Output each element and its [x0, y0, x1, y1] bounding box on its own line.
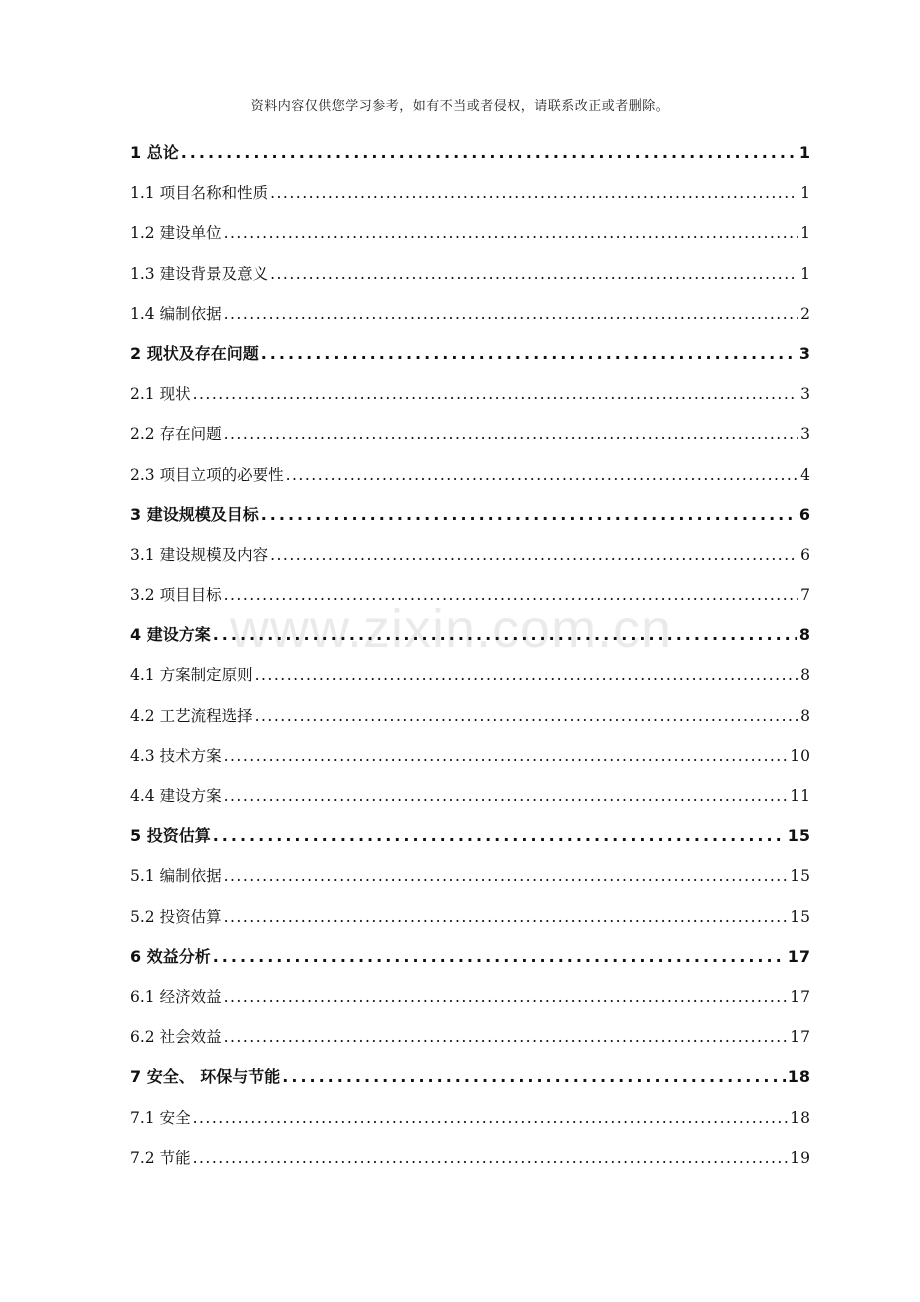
- toc-page-number: 11: [790, 787, 810, 805]
- toc-entry-title: 1.4 编制依据: [130, 304, 222, 323]
- toc-dot-leader: [193, 1138, 789, 1178]
- toc-dot-leader: [261, 495, 797, 535]
- toc-dot-leader: [213, 615, 797, 655]
- toc-entry-title: 4.4 建设方案: [130, 787, 222, 805]
- toc-page-number: 1: [800, 264, 810, 283]
- toc-dot-leader: [261, 334, 797, 374]
- toc-entry-title: 4.3 技术方案: [130, 746, 222, 765]
- toc-dot-leader: [224, 213, 799, 253]
- toc-section-entry[interactable]: [130, 977, 810, 1017]
- toc-dot-leader: [213, 937, 786, 977]
- toc-page-number: 4: [800, 465, 810, 484]
- toc-page-number: 17: [790, 1028, 810, 1047]
- toc-dot-leader: [224, 776, 789, 816]
- toc-section-entry[interactable]: [130, 1017, 810, 1057]
- toc-entry-title: 7.2 节能: [130, 1148, 191, 1167]
- toc-page-number: 15: [790, 907, 810, 926]
- toc-section-entry[interactable]: [130, 455, 810, 495]
- toc-dot-leader: [224, 294, 799, 334]
- toc-dot-leader: [224, 414, 799, 454]
- toc-chapter-entry[interactable]: [130, 615, 810, 655]
- toc-section-entry[interactable]: [130, 294, 810, 334]
- toc-entry-title: 6.2 社会效益: [130, 1028, 222, 1047]
- toc-page-number: 8: [798, 625, 810, 645]
- toc-page-number: 1: [798, 143, 810, 162]
- toc-dot-leader: [224, 736, 789, 776]
- toc-dot-leader: [181, 133, 797, 173]
- toc-section-entry[interactable]: [130, 173, 810, 213]
- toc-entry-title: 2.3 项目立项的必要性: [130, 465, 284, 484]
- toc-entry-title: 1 总论: [130, 143, 179, 162]
- toc-page-number: 8: [800, 706, 810, 725]
- toc-dot-leader: [224, 575, 799, 615]
- toc-chapter-entry[interactable]: [130, 1057, 810, 1097]
- toc-dot-leader: [255, 696, 799, 736]
- toc-entry-title: 5.2 投资估算: [130, 907, 222, 926]
- toc-section-entry[interactable]: [130, 655, 810, 695]
- toc-dot-leader: [270, 173, 798, 213]
- toc-entry-title: 3.2 项目目标: [130, 586, 222, 605]
- toc-dot-leader: [270, 254, 798, 294]
- toc-page-number: 18: [790, 1108, 810, 1127]
- toc-dot-leader: [270, 535, 798, 575]
- toc-page-number: 1: [800, 184, 810, 203]
- toc-entry-title: 3 建设规模及目标: [130, 504, 259, 524]
- toc-entry-title: 6 效益分析: [130, 946, 211, 966]
- toc-dot-leader: [282, 1057, 785, 1097]
- toc-chapter-entry[interactable]: [130, 133, 810, 173]
- toc-entry-title: 5.1 编制依据: [130, 867, 222, 886]
- toc-dot-leader: [224, 856, 789, 896]
- toc-dot-leader: [193, 374, 799, 414]
- toc-section-entry[interactable]: [130, 856, 810, 896]
- toc-page-number: 6: [800, 545, 810, 564]
- toc-page-number: 19: [790, 1148, 810, 1167]
- toc-dot-leader: [213, 816, 786, 856]
- toc-page-number: 17: [787, 946, 810, 966]
- toc-section-entry[interactable]: [130, 374, 810, 414]
- toc-entry-title: 7.1 安全: [130, 1108, 191, 1127]
- toc-entry-title: 3.1 建设规模及内容: [130, 545, 269, 564]
- toc-chapter-entry[interactable]: [130, 816, 810, 856]
- toc-page-number: 6: [798, 504, 810, 524]
- toc-entry-title: 1.1 项目名称和性质: [130, 184, 269, 203]
- toc-dot-leader: [286, 455, 799, 495]
- toc-section-entry[interactable]: [130, 736, 810, 776]
- toc-dot-leader: [224, 897, 789, 937]
- toc-page-number: 18: [787, 1067, 810, 1087]
- toc-chapter-entry[interactable]: [130, 334, 810, 374]
- toc-entry-title: 2.1 现状: [130, 385, 191, 404]
- toc-section-entry[interactable]: [130, 254, 810, 294]
- toc-page-number: 3: [800, 385, 810, 404]
- toc-dot-leader: [193, 1098, 789, 1138]
- toc-section-entry[interactable]: [130, 696, 810, 736]
- toc-page-number: 1: [800, 224, 810, 243]
- toc-entry-title: 4.1 方案制定原则: [130, 666, 253, 685]
- toc-page-number: 10: [790, 746, 810, 765]
- toc-page-number: 7: [800, 586, 810, 605]
- toc-entry-title: 2 现状及存在问题: [130, 343, 259, 363]
- toc-section-entry[interactable]: [130, 776, 810, 816]
- toc-page-number: 15: [787, 826, 810, 846]
- toc-entry-title: 1.2 建设单位: [130, 224, 222, 243]
- toc-entry-title: 2.2 存在问题: [130, 425, 222, 444]
- toc-section-entry[interactable]: [130, 535, 810, 575]
- toc-page-number: 15: [790, 867, 810, 886]
- toc-dot-leader: [224, 1017, 789, 1057]
- toc-entry-title: 4.2 工艺流程选择: [130, 706, 253, 725]
- toc-dot-leader: [255, 655, 799, 695]
- disclaimer-note: 资料内容仅供您学习参考，如有不当或者侵权，请联系改正或者删除。: [250, 99, 670, 114]
- toc-section-entry[interactable]: [130, 575, 810, 615]
- toc-chapter-entry[interactable]: [130, 937, 810, 977]
- toc-entry-title: 6.1 经济效益: [130, 987, 222, 1006]
- toc-chapter-entry[interactable]: [130, 495, 810, 535]
- toc-page-number: 3: [798, 343, 810, 363]
- table-of-contents: [130, 133, 810, 1178]
- toc-section-entry[interactable]: [130, 1098, 810, 1138]
- toc-page-number: 17: [790, 987, 810, 1006]
- toc-entry-title: 1.3 建设背景及意义: [130, 264, 269, 283]
- toc-entry-title: 5 投资估算: [130, 826, 211, 846]
- toc-dot-leader: [224, 977, 789, 1017]
- toc-page-number: 3: [800, 425, 810, 444]
- toc-section-entry[interactable]: [130, 213, 810, 253]
- toc-section-entry[interactable]: [130, 414, 810, 454]
- toc-page-number: 2: [800, 304, 810, 323]
- toc-entry-title: 4 建设方案: [130, 625, 211, 645]
- toc-section-entry[interactable]: [130, 897, 810, 937]
- toc-section-entry[interactable]: [130, 1138, 810, 1178]
- watermark: www.zixin.com.cn: [230, 599, 673, 659]
- toc-entry-title: 7 安全、 环保与节能: [130, 1067, 281, 1087]
- toc-page-number: 8: [800, 666, 810, 685]
